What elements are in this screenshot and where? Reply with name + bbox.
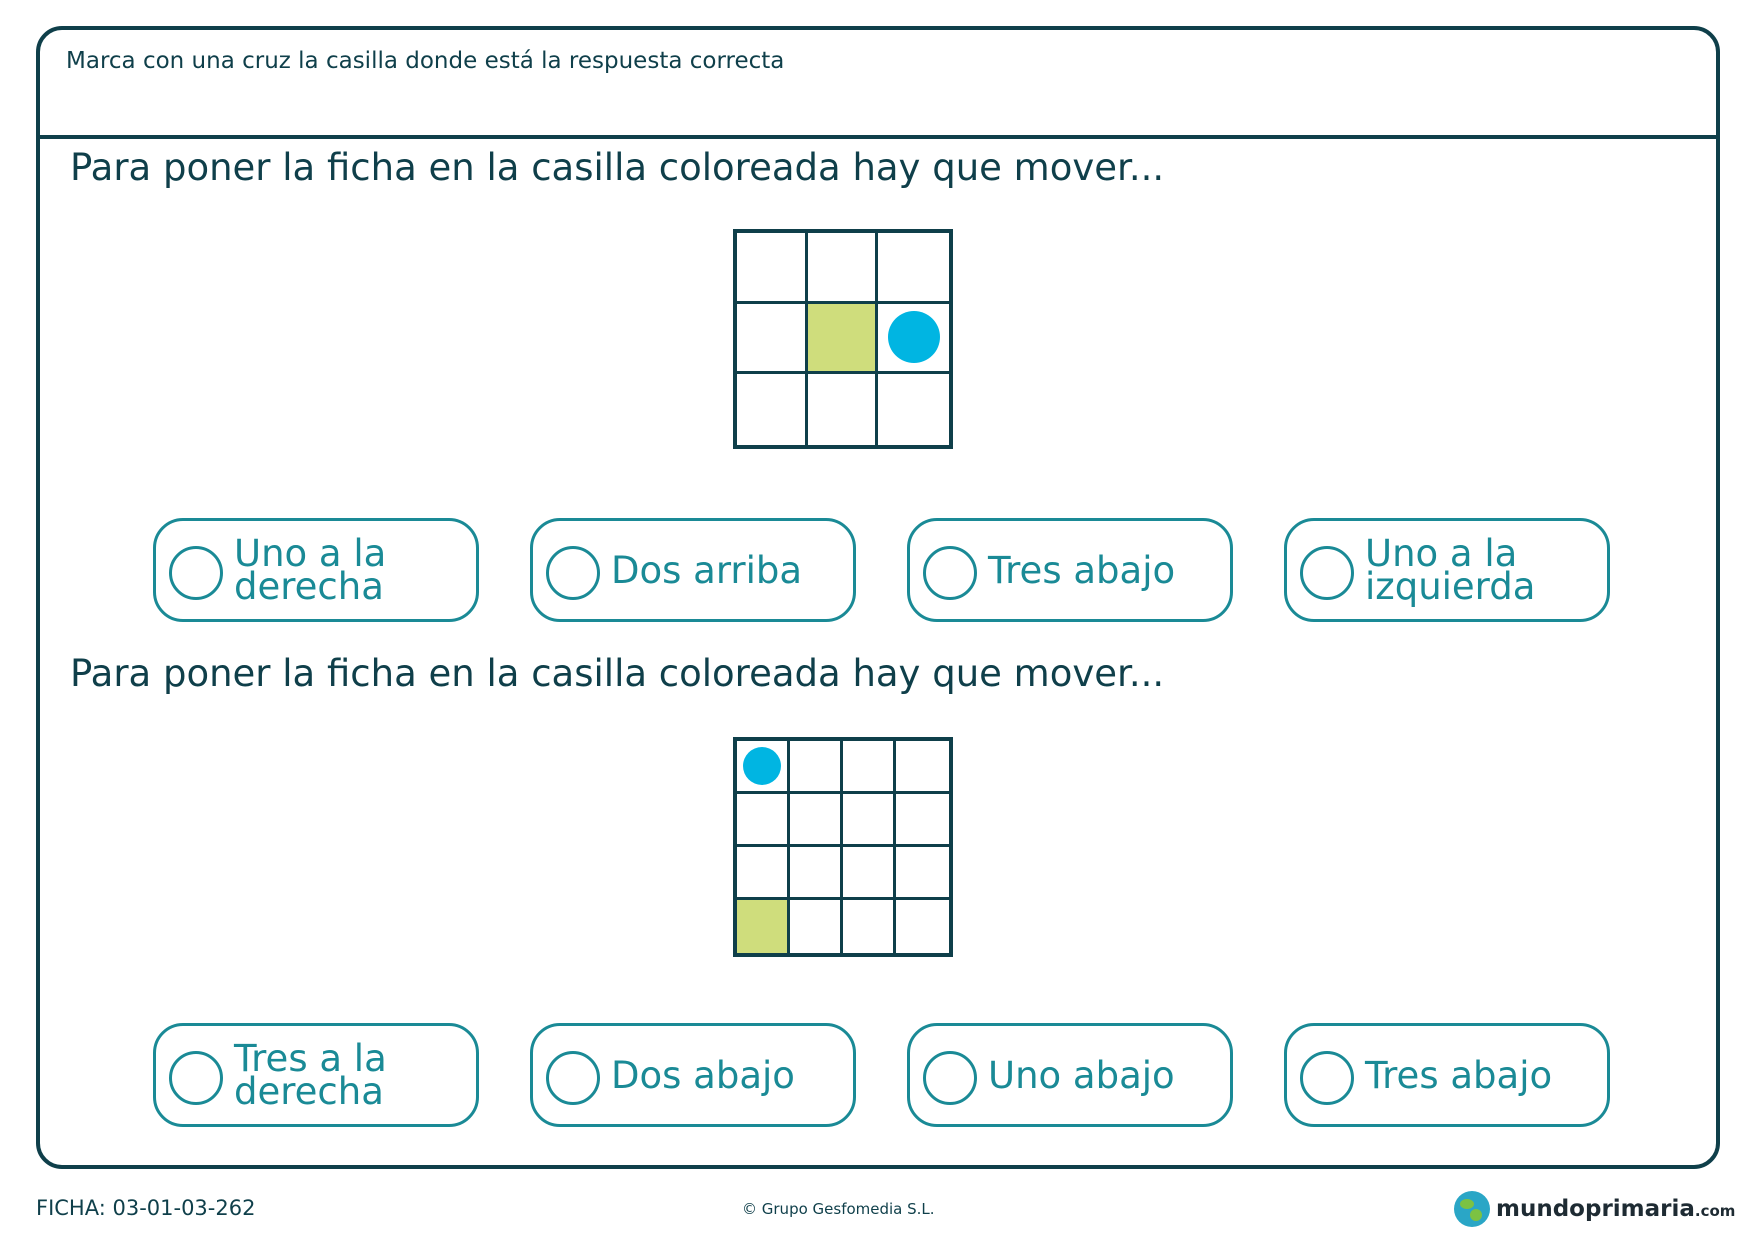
board-cell [790,900,843,953]
answer-label: Tres a la derecha [234,1037,387,1113]
worksheet-header [40,30,1716,139]
board-cell [843,900,896,953]
board-cell [843,741,896,794]
board-cell [790,741,843,794]
answer-label: Uno a la izquierda [1365,532,1536,608]
logo-domain: .com [1694,1202,1736,1220]
answer-label: Tres abajo [988,548,1176,592]
game-token [743,747,781,785]
answer-label: Uno abajo [988,1053,1175,1097]
board-cell [737,741,790,794]
answer-option[interactable] [1284,518,1610,622]
answer-option[interactable] [1284,1023,1610,1127]
answer-checkbox[interactable] [546,546,600,600]
board-cell [737,794,790,847]
board-cell [896,847,949,900]
globe-icon [1454,1191,1490,1227]
target-cell [737,900,790,953]
answer-checkbox[interactable] [923,1051,977,1105]
board-cell [896,741,949,794]
board-cell [878,304,949,375]
answer-checkbox[interactable] [923,546,977,600]
question-2: Para poner la ficha en la casilla coloreada hay que mover... [70,652,1165,695]
mundoprimaria-logo[interactable] [1454,1189,1735,1229]
answer-option[interactable] [153,518,479,622]
ficha-code: FICHA: 03-01-03-262 [36,1196,256,1220]
board-cell [737,304,808,375]
answer-label: Dos arriba [611,548,803,592]
answer-label: Tres abajo [1365,1053,1553,1097]
answer-option[interactable] [153,1023,479,1127]
board-cell [808,374,879,445]
answer-option[interactable] [907,1023,1233,1127]
board-cell [878,233,949,304]
logo-text [1496,1196,1735,1222]
board-cell [790,847,843,900]
answer-option[interactable] [530,1023,856,1127]
logo-name: mundoprimaria [1496,1196,1695,1222]
board-cell [808,233,879,304]
answer-checkbox[interactable] [1300,1051,1354,1105]
board-cell [843,847,896,900]
board-cell [843,794,896,847]
answer-checkbox[interactable] [1300,546,1354,600]
board-3x3 [733,229,953,449]
answer-option[interactable] [907,518,1233,622]
instruction-text: Marca con una cruz la casilla donde está la respuesta correcta [66,48,785,74]
board-cell [878,374,949,445]
copyright-text: © Grupo Gesfomedia S.L. [742,1200,935,1218]
game-token [888,311,940,363]
board-cell [737,847,790,900]
board-cell [790,794,843,847]
board-cell [896,900,949,953]
answer-option[interactable] [530,518,856,622]
answer-checkbox[interactable] [169,1051,223,1105]
answer-checkbox[interactable] [546,1051,600,1105]
answer-checkbox[interactable] [169,546,223,600]
question-1: Para poner la ficha en la casilla coloreada hay que mover... [70,146,1165,189]
answer-label: Dos abajo [611,1053,795,1097]
board-cell [896,794,949,847]
board-cell [737,374,808,445]
board-4x4 [733,737,953,957]
target-cell [808,304,879,375]
board-cell [737,233,808,304]
answer-label: Uno a la derecha [234,532,387,608]
